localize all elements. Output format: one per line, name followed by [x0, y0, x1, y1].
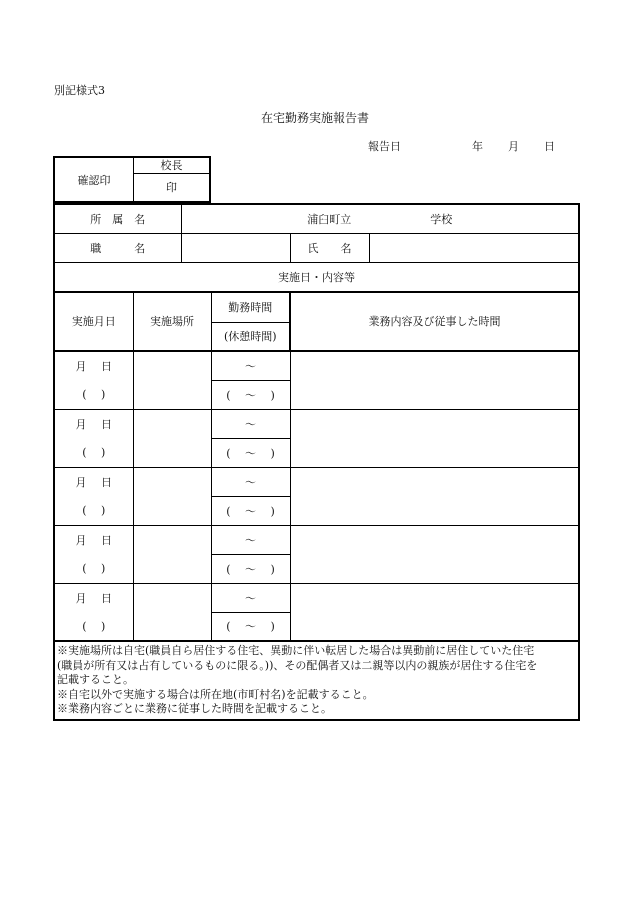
note-line: (職員が所有又は占有しているものに限る。))、その配偶者又は二親等以内の親族が居住する住宅を [57, 658, 538, 672]
entry-place[interactable] [133, 409, 211, 467]
town-label: 浦臼町立 [307, 213, 352, 226]
col-work-time-header: 勤務時間 [211, 292, 290, 323]
entry-place[interactable] [133, 351, 211, 409]
entry-break-time[interactable]: ( ～ ) [211, 612, 290, 641]
name-value[interactable] [369, 234, 579, 263]
report-table [53, 203, 580, 721]
entry-content[interactable] [290, 583, 579, 641]
entry-month-day[interactable]: 月 日 [54, 467, 133, 496]
entry-weekday[interactable]: ( ) [54, 496, 133, 525]
entry-month-day[interactable]: 月 日 [54, 525, 133, 554]
note-line: ※業務内容ごとに業務に従事した時間を記載すること。 [57, 702, 332, 715]
entry-work-time[interactable]: ～ [211, 467, 290, 496]
report-day-label: 日 [544, 140, 555, 153]
form-code: 別記様式3 [54, 84, 105, 97]
note-line: 記載すること。 [57, 673, 134, 686]
entry-place[interactable] [133, 583, 211, 641]
report-month-label: 月 [508, 140, 519, 153]
entry-content[interactable] [290, 467, 579, 525]
entry-weekday[interactable]: ( ) [54, 380, 133, 409]
position-value[interactable] [181, 234, 290, 263]
entry-weekday[interactable]: ( ) [54, 554, 133, 583]
entry-break-time[interactable]: ( ～ ) [211, 496, 290, 525]
affiliation-value[interactable] [181, 204, 579, 234]
note-line: ※自宅以外で実施する場合は所在地(市町村名)を記載すること。 [57, 687, 374, 701]
report-date-label: 報告日 [368, 140, 401, 153]
report-year-label: 年 [472, 140, 483, 153]
school-label: 学校 [430, 213, 453, 226]
entry-weekday[interactable]: ( ) [54, 612, 133, 641]
affiliation-label: 所 属 名 [54, 204, 181, 234]
report-date [368, 138, 568, 154]
principal-label: 校長 [134, 158, 209, 174]
entry-break-time[interactable]: ( ～ ) [211, 438, 290, 467]
entry-month-day[interactable]: 月 日 [54, 583, 133, 612]
seal-stamp-field[interactable]: 印 [166, 181, 177, 194]
col-break-time-header: (休憩時間) [211, 322, 290, 351]
confirm-seal-label: 確認印 [55, 158, 134, 201]
document-title: 在宅勤務実施報告書 [260, 111, 369, 125]
confirmation-seal-box [53, 156, 211, 203]
col-date-header: 実施月日 [54, 292, 133, 352]
entry-work-time[interactable]: ～ [211, 351, 290, 380]
entry-place[interactable] [133, 525, 211, 583]
entry-work-time[interactable]: ～ [211, 583, 290, 612]
entry-place[interactable] [133, 467, 211, 525]
col-content-header: 業務内容及び従事した時間 [290, 292, 579, 352]
entry-work-time[interactable]: ～ [211, 525, 290, 554]
col-place-header: 実施場所 [133, 292, 211, 352]
entry-weekday[interactable]: ( ) [54, 438, 133, 467]
entry-content[interactable] [290, 409, 579, 467]
entry-month-day[interactable]: 月 日 [54, 351, 133, 380]
notes [54, 641, 579, 720]
entry-month-day[interactable]: 月 日 [54, 409, 133, 438]
entry-break-time[interactable]: ( ～ ) [211, 554, 290, 583]
note-line: ※実施場所は自宅(職員自ら居住する住宅、異動に伴い転居した場合は異動前に居住していた住宅 [57, 644, 535, 657]
name-label: 氏 名 [290, 234, 369, 263]
position-label: 職 名 [54, 234, 181, 263]
section-header: 実施日・内容等 [54, 263, 579, 292]
entry-break-time[interactable]: ( ～ ) [211, 380, 290, 409]
entry-content[interactable] [290, 525, 579, 583]
entry-content[interactable] [290, 351, 579, 409]
entry-work-time[interactable]: ～ [211, 409, 290, 438]
